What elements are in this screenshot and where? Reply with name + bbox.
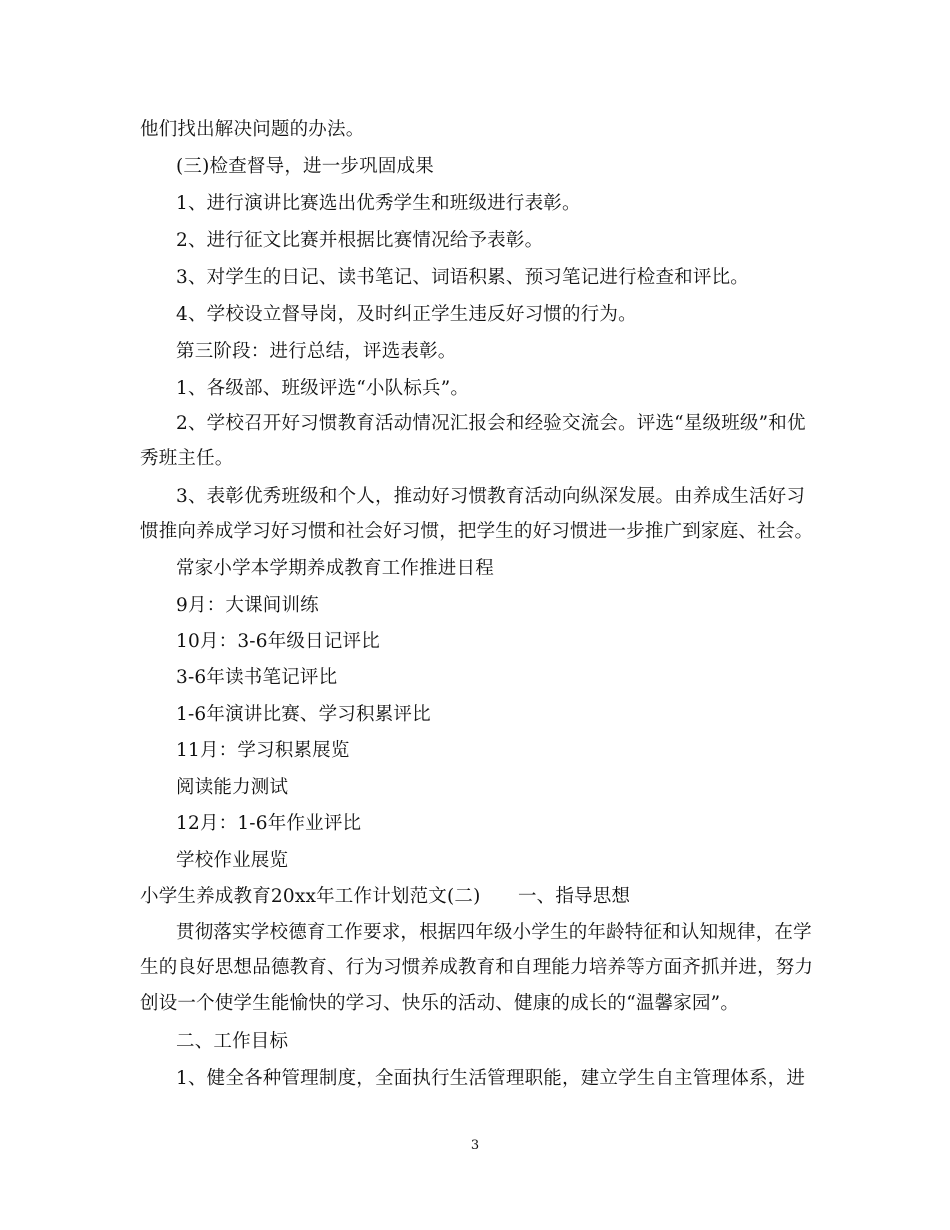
section-heading: 第三阶段：进行总结，评选表彰。	[176, 341, 457, 362]
schedule-title: 常家小学本学期养成教育工作推进日程	[176, 558, 494, 579]
page-number: 3	[470, 1138, 480, 1153]
text-line: 1、各级部、班级评选“小队标兵”。	[176, 378, 470, 399]
schedule-item: 3-6年读书笔记评比	[176, 667, 338, 688]
text-line: 他们找出解决问题的办法。	[140, 119, 365, 140]
text-line: 1、健全各种管理制度，全面执行生活管理职能，建立学生自主管理体系，进	[176, 1068, 806, 1089]
schedule-item: 11月：学习积累展览	[176, 740, 350, 761]
text-line: 惯推向养成学习好习惯和社会好习惯，把学生的好习惯进一步推广到家庭、社会。	[140, 521, 814, 542]
text-line: 秀班主任。	[140, 448, 234, 469]
text-line: 2、学校召开好习惯教育活动情况汇报会和经验交流会。评选“星级班级”和优	[176, 413, 806, 434]
schedule-item: 学校作业展览	[176, 850, 289, 871]
text-line: 创设一个使学生能愉快的学习、快乐的活动、健康的成长的“温馨家园”。	[140, 993, 740, 1014]
text-line: 1、进行演讲比赛选出优秀学生和班级进行表彰。	[176, 193, 581, 214]
schedule-item: 10月：3-6年级日记评比	[176, 631, 380, 652]
schedule-item: 1-6年演讲比赛、学习积累评比	[176, 704, 431, 725]
section-heading: 二、工作目标	[176, 1031, 289, 1052]
text-line: 4、学校设立督导岗，及时纠正学生违反好习惯的行为。	[176, 304, 637, 325]
text-line: 3、对学生的日记、读书笔记、词语积累、预习笔记进行检查和评比。	[176, 267, 749, 288]
text-line: 贯彻落实学校德育工作要求，根据四年级小学生的年龄特征和认知规律，在学	[176, 922, 812, 943]
section-heading: (三)检查督导，进一步巩固成果	[176, 156, 434, 177]
text-line: 2、进行征文比赛并根据比赛情况给予表彰。	[176, 230, 544, 251]
text-line: 生的良好思想品德教育、行为习惯养成教育和自理能力培养等方面齐抓并进，努力	[140, 957, 814, 978]
schedule-item: 12月：1-6年作业评比	[176, 813, 362, 834]
text-line: 3、表彰优秀班级和个人，推动好习惯教育活动向纵深发展。由养成生活好习	[176, 486, 806, 507]
schedule-item: 阅读能力测试	[176, 777, 289, 798]
schedule-item: 9月：大课间训练	[176, 595, 319, 616]
article-title: 小学生养成教育20xx年工作计划范文(二) 一、指导思想	[140, 886, 631, 907]
